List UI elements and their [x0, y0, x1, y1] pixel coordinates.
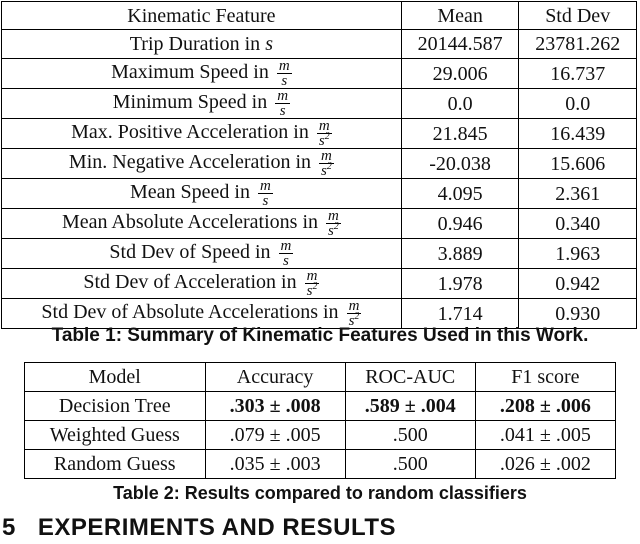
mean-cell: 1.714 [401, 299, 519, 329]
mean-cell: 21.845 [401, 119, 519, 149]
feature-cell [2, 59, 402, 89]
results-table [24, 362, 616, 479]
feature-cell [2, 149, 402, 179]
roc-auc-cell: .589 ± .004 [345, 392, 475, 421]
column-header-roc-auc: ROC-AUC [345, 363, 475, 392]
std-dev-cell: 23781.262 [519, 30, 637, 59]
table-row [2, 59, 637, 89]
column-header-model: Model [25, 363, 206, 392]
section-number: 5 [2, 514, 16, 541]
std-dev-cell: 0.340 [519, 209, 637, 239]
column-header-feature: Kinematic Feature [2, 2, 402, 30]
feature-unit: $\frac{m}{s^2}$ [321, 148, 332, 179]
mean-cell: -20.038 [401, 149, 519, 179]
feature-unit: $\frac{m}{s}$ [277, 88, 289, 119]
roc-auc-cell: .500 [345, 421, 475, 450]
feature-label: Mean Absolute Accelerations in [61, 211, 318, 234]
std-dev-cell: 0.942 [519, 269, 637, 299]
std-dev-cell: 16.439 [519, 119, 637, 149]
model-cell: Decision Tree [25, 392, 206, 421]
feature-label: Trip Duration in [129, 33, 261, 55]
feature-unit: $\frac{m}{s^2}$ [348, 298, 360, 329]
feature-unit: $\frac{m}{s^2}$ [306, 268, 318, 299]
feature-label: Maximum Speed in [111, 61, 269, 84]
feature-label: Mean Speed in [129, 181, 250, 204]
feature-cell [2, 179, 402, 209]
std-dev-cell: 16.737 [519, 59, 637, 89]
feature-label: Max. Positive Acceleration in [71, 121, 309, 144]
feature-label: Std Dev of Speed in [109, 241, 271, 264]
feature-label: Minimum Speed in [112, 91, 268, 114]
table-row [2, 239, 637, 269]
feature-unit: $\frac{m}{s}$ [280, 238, 292, 269]
f1-score-cell: .208 ± .006 [475, 392, 615, 421]
table-2-caption: Table 2: Results compared to random classifiers [113, 483, 527, 503]
std-dev-cell: 2.361 [519, 179, 637, 209]
std-dev-cell: 0.930 [519, 299, 637, 329]
mean-cell: 0.946 [401, 209, 519, 239]
roc-auc-cell: .500 [345, 450, 475, 479]
feature-cell [2, 239, 402, 269]
feature-label: Min. Negative Acceleration in [68, 151, 312, 174]
results-body [25, 392, 616, 479]
table-row [2, 30, 637, 59]
feature-unit: $\frac{m}{s}$ [278, 58, 290, 89]
mean-cell: 29.006 [401, 59, 519, 89]
column-header-std-dev: Std Dev [519, 2, 637, 30]
mean-cell: 0.0 [401, 89, 519, 119]
std-dev-cell: 0.0 [519, 89, 637, 119]
feature-cell [2, 30, 402, 59]
feature-label: Std Dev of Absolute Accelerations in [41, 301, 339, 324]
column-header-mean: Mean [401, 2, 519, 30]
model-cell: Random Guess [25, 450, 206, 479]
table-header-row [2, 2, 637, 30]
feature-cell [2, 299, 402, 329]
table-row [2, 119, 637, 149]
table-row [2, 179, 637, 209]
mean-cell: 20144.587 [401, 30, 519, 59]
feature-unit: s [265, 33, 273, 55]
f1-score-cell: .026 ± .002 [475, 450, 615, 479]
feature-cell [2, 119, 402, 149]
kinematic-features-body [2, 30, 637, 329]
table-row [2, 149, 637, 179]
accuracy-cell: .303 ± .008 [205, 392, 345, 421]
feature-unit: $\frac{m}{s^2}$ [318, 118, 330, 149]
table-row [25, 421, 616, 450]
feature-cell [2, 269, 402, 299]
table-1-caption: Table 1: Summary of Kinematic Features Used in this Work. [51, 325, 589, 346]
table-row [25, 392, 616, 421]
column-header-f1-score: F1 score [475, 363, 615, 392]
section-heading [2, 514, 638, 542]
section-title: EXPERIMENTS AND RESULTS [37, 514, 397, 541]
std-dev-cell: 15.606 [519, 149, 637, 179]
table-row [2, 269, 637, 299]
table-row [2, 89, 637, 119]
table-row [25, 450, 616, 479]
feature-cell [2, 89, 402, 119]
kinematic-features-table [1, 1, 637, 329]
model-cell: Weighted Guess [25, 421, 206, 450]
table-header-row [25, 363, 616, 392]
feature-label: Std Dev of Acceleration in [83, 271, 297, 294]
f1-score-cell: .041 ± .005 [475, 421, 615, 450]
table-row [2, 299, 637, 329]
accuracy-cell: .079 ± .005 [205, 421, 345, 450]
feature-cell [2, 209, 402, 239]
mean-cell: 4.095 [401, 179, 519, 209]
feature-unit: $\frac{m}{s^2}$ [328, 208, 339, 239]
feature-unit: $\frac{m}{s}$ [259, 178, 271, 209]
column-header-accuracy: Accuracy [205, 363, 345, 392]
table-row [2, 209, 637, 239]
std-dev-cell: 1.963 [519, 239, 637, 269]
mean-cell: 1.978 [401, 269, 519, 299]
accuracy-cell: .035 ± .003 [205, 450, 345, 479]
mean-cell: 3.889 [401, 239, 519, 269]
